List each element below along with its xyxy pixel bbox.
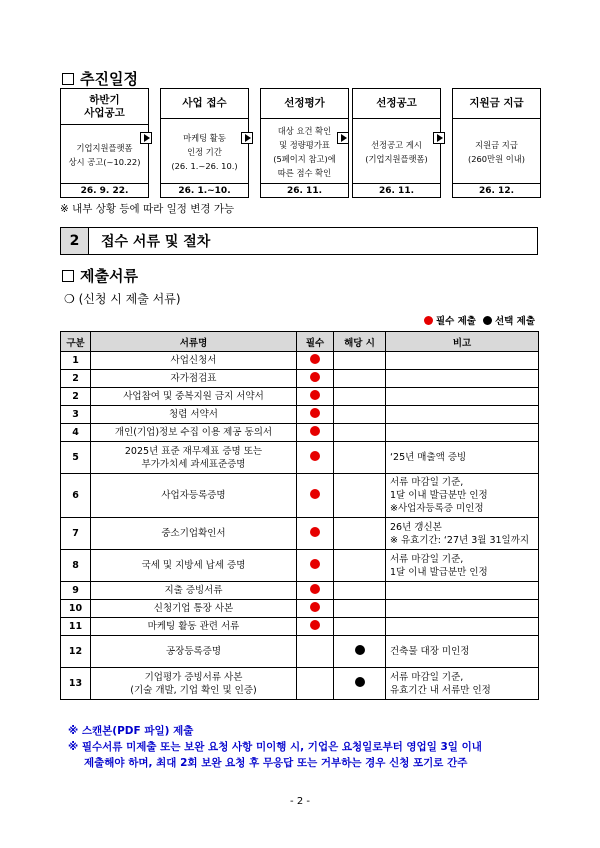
timeline-step-date: 26. 11. (353, 183, 440, 197)
row-remark: 건축물 대장 미인정 (386, 636, 539, 668)
row-required-cell (297, 600, 334, 618)
table-row (61, 442, 539, 474)
page-number: - 2 - (290, 796, 310, 807)
timeline-step-body: 대상 요건 확인 및 정량평가표 (5페이지 참고)에 따른 점수 확인 (273, 125, 336, 178)
row-doc-name: 기업평가 증빙서류 사본 (기술 개발, 기업 확인 및 인증) (91, 668, 297, 700)
row-remark (386, 406, 539, 424)
row-doc-name: 2025년 표준 재무제표 증명 또는 부가가치세 과세표준증명 (91, 442, 297, 474)
row-doc-name: 마케팅 활동 관련 서류 (91, 618, 297, 636)
red-dot-icon (310, 354, 320, 364)
timeline-step-body: 선정공고 게시 (기업지원플랫폼) (365, 139, 428, 164)
footnote-3: 제출해야 하며, 최대 2회 보완 요청 후 무응답 또는 거부하는 경우 신청 포기로 간주 (84, 757, 468, 769)
footnote-2: ※ 필수서류 미제출 또는 보완 요청 사항 미이행 시, 기업은 요청일로부터 영업일 3일 이내 (68, 741, 482, 753)
documents-heading-text: 제출서류 (80, 267, 138, 285)
red-dot-icon (310, 620, 320, 630)
row-remark (386, 618, 539, 636)
red-dot-icon (424, 316, 433, 325)
row-number: 8 (61, 550, 91, 582)
row-required-cell (297, 370, 334, 388)
red-dot-icon (310, 559, 320, 569)
arrow-right-icon (241, 132, 253, 144)
table-row (61, 388, 539, 406)
table-row (61, 474, 539, 518)
black-dot-icon (355, 677, 365, 687)
row-required-cell (297, 406, 334, 424)
row-optional-cell (334, 370, 386, 388)
table-header-row (61, 332, 539, 352)
red-dot-icon (310, 602, 320, 612)
red-dot-icon (310, 390, 320, 400)
row-doc-name: 중소기업확인서 (91, 518, 297, 550)
row-doc-name: 사업자등록증명 (91, 474, 297, 518)
row-optional-cell (334, 636, 386, 668)
documents-heading (62, 265, 138, 286)
row-remark (386, 388, 539, 406)
row-required-cell (297, 618, 334, 636)
row-required-cell (297, 636, 334, 668)
table-row (61, 600, 539, 618)
section-number: 2 (61, 228, 89, 254)
table-row (61, 518, 539, 550)
red-dot-icon (310, 426, 320, 436)
documents-table (60, 331, 539, 700)
row-required-cell (297, 550, 334, 582)
table-row (61, 636, 539, 668)
table-row (61, 406, 539, 424)
arrow-right-icon (433, 132, 445, 144)
legend-optional: 선택 제출 (494, 316, 535, 327)
row-optional-cell (334, 424, 386, 442)
row-number: 10 (61, 600, 91, 618)
row-number: 11 (61, 618, 91, 636)
row-optional-cell (334, 406, 386, 424)
section-2-header (60, 227, 538, 255)
timeline-step (160, 88, 249, 198)
arrow-right-icon (337, 132, 349, 144)
row-required-cell (297, 582, 334, 600)
timeline-step-date: 26. 11. (261, 183, 348, 197)
row-optional-cell (334, 388, 386, 406)
row-doc-name: 국세 및 지방세 납세 증명 (91, 550, 297, 582)
timeline-step-date: 26. 1.~10. (161, 183, 248, 197)
black-dot-icon (355, 645, 365, 655)
col-category: 구분 (61, 332, 91, 352)
table-row (61, 352, 539, 370)
row-doc-name: 지출 증빙서류 (91, 582, 297, 600)
row-number: 7 (61, 518, 91, 550)
row-optional-cell (334, 618, 386, 636)
row-optional-cell (334, 668, 386, 700)
row-remark (386, 600, 539, 618)
arrow-right-icon (140, 132, 152, 144)
timeline-step-title: 지원금 지급 (453, 89, 540, 119)
row-number: 6 (61, 474, 91, 518)
row-optional-cell (334, 352, 386, 370)
row-doc-name: 사업신청서 (91, 352, 297, 370)
row-required-cell (297, 668, 334, 700)
row-remark: ‘25년 매출액 증빙 (386, 442, 539, 474)
schedule-heading (62, 68, 138, 89)
footnote-1: ※ 스캔본(PDF 파일) 제출 (68, 725, 194, 737)
row-remark: 서류 마감일 기준, 1달 이내 발급분만 인정 (386, 550, 539, 582)
table-row (61, 424, 539, 442)
row-optional-cell (334, 600, 386, 618)
col-required: 필수 (297, 332, 334, 352)
row-doc-name: 개인(기업)정보 수집 이용 제공 동의서 (91, 424, 297, 442)
row-required-cell (297, 388, 334, 406)
row-doc-name: 사업참여 및 중복지원 금지 서약서 (91, 388, 297, 406)
timeline-step-body: 기업지원플랫폼 상시 공고(~10.22) (68, 142, 141, 167)
row-required-cell (297, 352, 334, 370)
row-number: 3 (61, 406, 91, 424)
row-remark (386, 352, 539, 370)
timeline-step-body: 마케팅 활동 인정 기간 (26. 1.~26. 10.) (171, 132, 238, 171)
timeline-step (260, 88, 349, 198)
row-number: 2 (61, 370, 91, 388)
timeline-step-date: 26. 12. (453, 183, 540, 197)
table-row (61, 668, 539, 700)
row-required-cell (297, 442, 334, 474)
schedule-note: ※ 내부 상황 등에 따라 일정 변경 가능 (60, 203, 235, 215)
col-if-applicable: 해당 시 (334, 332, 386, 352)
documents-subheading: ❍ (신청 시 제출 서류) (64, 292, 181, 306)
row-remark: 서류 마감일 기준, 1달 이내 발급분만 인정 ※사업자등록증 미인정 (386, 474, 539, 518)
row-remark (386, 424, 539, 442)
timeline-step (452, 88, 541, 198)
legend (424, 313, 535, 327)
row-optional-cell (334, 518, 386, 550)
table-row (61, 582, 539, 600)
timeline-step-title: 하반기 사업공고 (61, 89, 148, 125)
row-required-cell (297, 424, 334, 442)
row-remark: 서류 마감일 기준, 유효기간 내 서류만 인정 (386, 668, 539, 700)
row-number: 2 (61, 388, 91, 406)
timeline-step-date: 26. 9. 22. (61, 183, 148, 197)
section-title: 접수 서류 및 절차 (101, 234, 211, 250)
table-row (61, 550, 539, 582)
black-dot-icon (483, 316, 492, 325)
red-dot-icon (310, 527, 320, 537)
row-number: 12 (61, 636, 91, 668)
timeline-step-title: 선정공고 (353, 89, 440, 119)
row-required-cell (297, 518, 334, 550)
row-number: 5 (61, 442, 91, 474)
row-optional-cell (334, 474, 386, 518)
row-optional-cell (334, 442, 386, 474)
red-dot-icon (310, 451, 320, 461)
timeline-step (352, 88, 441, 198)
row-optional-cell (334, 550, 386, 582)
row-remark: 26년 갱신본 ※ 유효기간: ‘27년 3월 31일까지 (386, 518, 539, 550)
row-doc-name: 자가점검표 (91, 370, 297, 388)
row-number: 9 (61, 582, 91, 600)
red-dot-icon (310, 372, 320, 382)
row-doc-name: 신청기업 통장 사본 (91, 600, 297, 618)
table-row (61, 370, 539, 388)
schedule-heading-text: 추진일정 (80, 70, 138, 88)
checkbox-square-icon (62, 73, 74, 85)
timeline-step-title: 선정평가 (261, 89, 348, 119)
row-number: 4 (61, 424, 91, 442)
row-remark (386, 582, 539, 600)
row-required-cell (297, 474, 334, 518)
legend-required: 필수 제출 (435, 316, 476, 327)
red-dot-icon (310, 408, 320, 418)
red-dot-icon (310, 584, 320, 594)
col-doc-name: 서류명 (91, 332, 297, 352)
row-doc-name: 공장등록증명 (91, 636, 297, 668)
col-remark: 비고 (386, 332, 539, 352)
table-row (61, 618, 539, 636)
row-remark (386, 370, 539, 388)
row-number: 1 (61, 352, 91, 370)
row-optional-cell (334, 582, 386, 600)
timeline-step-title: 사업 접수 (161, 89, 248, 119)
timeline-step-body: 지원금 지급 (260만원 이내) (467, 139, 525, 164)
row-doc-name: 청렴 서약서 (91, 406, 297, 424)
checkbox-square-icon (62, 270, 74, 282)
timeline-step (60, 88, 149, 198)
row-number: 13 (61, 668, 91, 700)
red-dot-icon (310, 489, 320, 499)
